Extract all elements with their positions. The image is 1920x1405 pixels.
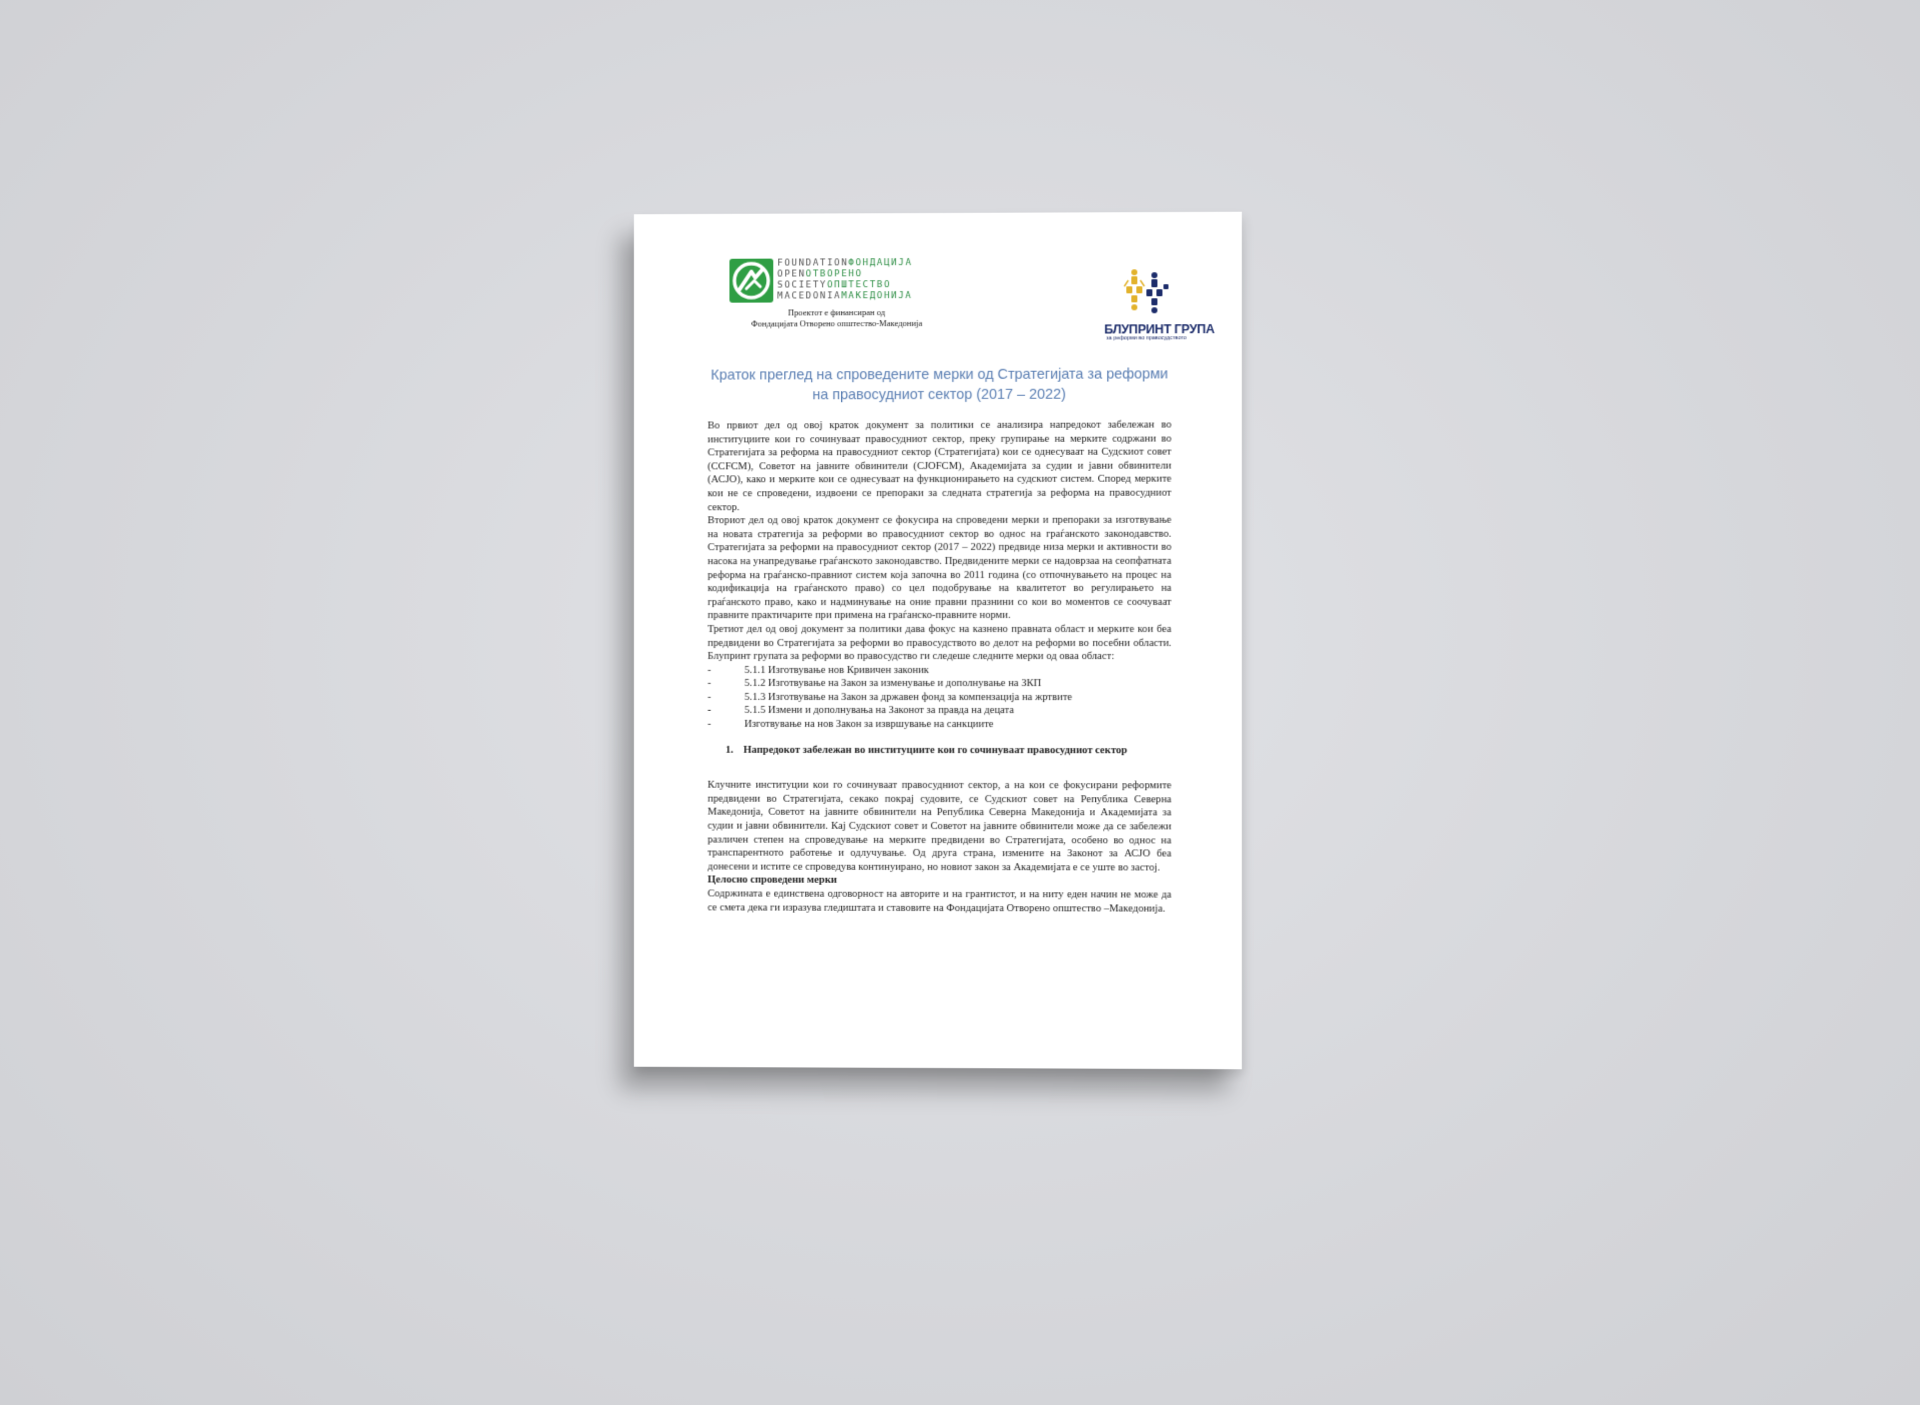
section-paragraph: Клучните институции кои го сочинуваат правосудниот сектор, а на кои се фокусирани реформите предвидени во Стратегијата, секако покрај судовите, се Судскиот совет на Република Северна Македонија, Советот на јавните обвинители на Република Северна Македонија и Академијата за судии и јавни обвинители. Кај Судскиот совет и Советот на јавните обвинители може да се забележи различен степен на спроведување на мерките предвидени во Стратегијата, особено во однос на транспарентното работење и одлучување. Од друга страна, измените на Законот за АСЈО беа донесени и истите се спроведува континуирано, но новиот закон за Академијата е се уште во застој.: [707, 779, 1172, 874]
osf-logo-wordmark: [777, 257, 913, 302]
osf-row-en: SOCIETY: [777, 279, 828, 291]
funding-note: [729, 307, 944, 330]
disclaimer: Содржината е единствена одговорност на авторите и на грантистот, и на ниту еден начин не може да се смета дека ги изразува гледиштата и ставовите на Фондацијата Отворено општество –Македонија.: [707, 888, 1172, 915]
measure-item: - 5.1.5 Измени и дополнувања на Законот за правда на децата: [708, 704, 1172, 718]
blueprint-logo-mark: [1120, 266, 1172, 316]
document-header: [708, 256, 1215, 362]
osf-row-mk: ОТВОРЕНО: [805, 268, 863, 280]
section-heading-text: Напредокот забележан во институциите кои го сочинуваат правосудниот сектор: [743, 744, 1128, 756]
blueprint-logo: [1104, 266, 1215, 342]
osf-row-mk: ФОНДАЦИЈА: [848, 257, 913, 269]
osf-row-en: OPEN: [777, 268, 806, 280]
blueprint-logo-title: БЛУПРИНТ ГРУПА: [1104, 322, 1215, 337]
measure-item: - 5.1.2 Изготвување на Закон за изменување и дополнување на ЗКП: [708, 677, 1172, 691]
osf-logo-row: [777, 257, 913, 269]
measure-item: - 5.1.1 Изготвување нов Кривичен законик: [708, 664, 1172, 678]
body-paragraph: Вториот дел од овој краток документ се фокусира на спроведени мерки и препораки за изготвување на новата стратегија за реформи во правосудниот сектор во однос на граѓанското законодавство. Стратегијата за реформи на правосудниот сектор (2017 – 2022) предвиде низа мерки и активности во насока на унапредување граѓанското законодавство. Предвидените мерки се надоврзаа на сеопфатната реформа на граѓанско-правниот систем која започна во 2011 година (со отпочнувањето на процес на кодификација на граѓанското право) со цел подобрување на квалитетот во регулирањето на граѓанското право, како и надминување на оние правни празнини со кои во моментов се соочуваат правните практичарите при примена на граѓанско-правните норми.: [707, 514, 1172, 622]
section-number: 1.: [725, 744, 734, 756]
osf-logo-row: [777, 279, 902, 290]
body-paragraph: Третиот дел од овој документ за политики дава фокус на казнено правната област и мерките кои беа предвидени во Стратегијата за реформи во правосудството во делот на реформи во посебни области. Блупринт групата за реформи во правосудство ги следеше следните мерки од оваа област:: [707, 623, 1172, 663]
section-heading: [725, 743, 1171, 757]
measure-item: - Изготвување на нов Закон за извршување на санкциите: [708, 718, 1172, 732]
osf-logo-row: [777, 290, 913, 302]
osf-logo-mark: [729, 259, 773, 303]
document-page: [634, 212, 1242, 1070]
funding-note-line1: Проектот е финансиран од: [788, 307, 886, 318]
osf-row-en: FOUNDATION: [777, 257, 849, 269]
osf-row-mk: ОПШТЕСТВО: [827, 279, 892, 291]
funding-note-line2: Фондацијата Отворено општество-Македонија: [751, 318, 923, 329]
measures-list: [708, 664, 1172, 732]
osf-row-mk: МАКЕДОНИЈА: [841, 290, 913, 302]
document-body: [708, 418, 1172, 915]
osf-row-en: MACEDONIA: [777, 290, 842, 302]
fully-implemented-heading: Целосно спроведени мерки: [707, 874, 838, 887]
measure-item: - 5.1.3 Изготвување на Закон за државен фонд за компензација на жртвите: [708, 691, 1172, 705]
osf-logo-row: [777, 268, 902, 279]
blueprint-logo-subtitle: за реформи во правосудството: [1106, 335, 1187, 342]
body-paragraph: Во првиот дел од овој краток документ за политики се анализира напредокот забележан во институциите кои го сочинуваат правосудниот сектор, преку групирање на мерките содржани во Стратегијата за реформа на правосудниот сектор (Стратегијата) кои се однесуваат на Судскиот совет (CCFCM), Советот на јавните обвинители (CJOFCM), Академијата за судии и јавни обвинители (АСЈО), како и мерките кои се однесуваат на функционирањето на судскиот систем. Според мерките кои не се спроведени, издвоени се препораки за следната стратегија за реформа на правосудниот сектор.: [707, 419, 1172, 513]
document-title: Краток преглед на спроведените мерки од Стратегијата за реформи на правосудниот сектор (2017 – 2022): [710, 366, 1169, 404]
